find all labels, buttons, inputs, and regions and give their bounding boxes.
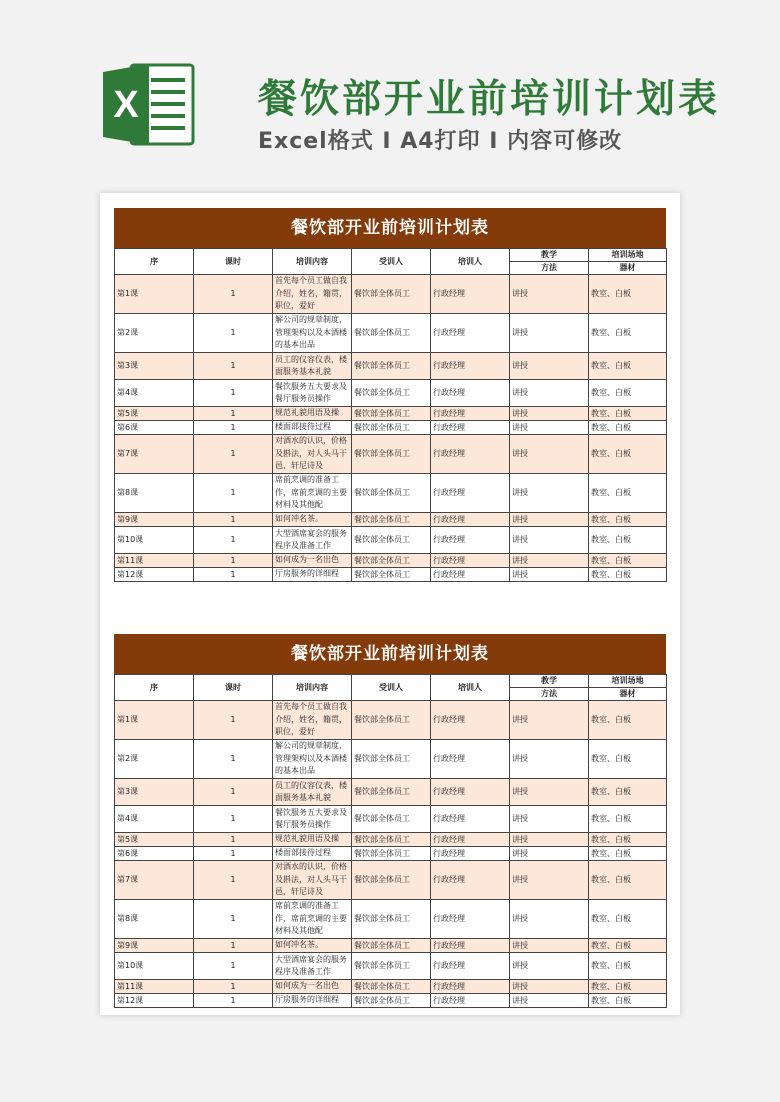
cell-trainee: 餐饮部全体员工 — [352, 980, 431, 994]
header-trainee: 受训人 — [352, 249, 431, 275]
cell-trainee: 餐饮部全体员工 — [352, 380, 431, 407]
header-seq: 序 — [115, 249, 194, 275]
cell-method: 讲授 — [510, 527, 589, 554]
cell-content: 楼面部接待过程 — [273, 421, 352, 435]
table-row — [115, 421, 667, 435]
cell-content: 员工的仪容仪表，楼面服务基本礼貌 — [273, 353, 352, 380]
cell-content: 如何冲名茶。 — [273, 513, 352, 527]
cell-method: 讲授 — [510, 953, 589, 980]
cell-method: 讲授 — [510, 833, 589, 847]
cell-method: 讲授 — [510, 275, 589, 314]
cell-hours: 1 — [194, 939, 273, 953]
cell-method: 讲授 — [510, 980, 589, 994]
cell-seq: 第2课 — [115, 740, 194, 779]
cell-seq: 第4课 — [115, 380, 194, 407]
cell-seq: 第12课 — [115, 568, 194, 582]
cell-method: 讲授 — [510, 421, 589, 435]
cell-seq: 第10课 — [115, 527, 194, 554]
cell-hours: 1 — [194, 833, 273, 847]
cell-content: 厅房服务的详细程 — [273, 994, 352, 1008]
cell-hours: 1 — [194, 435, 273, 474]
cell-trainer: 行政经理 — [431, 779, 510, 806]
cell-hours: 1 — [194, 900, 273, 939]
page-header — [0, 0, 780, 185]
cell-method: 讲授 — [510, 474, 589, 513]
excel-icon-letter: X — [113, 84, 139, 126]
cell-method: 讲授 — [510, 806, 589, 833]
cell-method: 讲授 — [510, 407, 589, 421]
cell-method: 讲授 — [510, 353, 589, 380]
table-row — [115, 847, 667, 861]
cell-method: 讲授 — [510, 779, 589, 806]
cell-venue: 教室、白板 — [589, 421, 667, 435]
cell-hours: 1 — [194, 953, 273, 980]
cell-trainee: 餐饮部全体员工 — [352, 314, 431, 353]
cell-content: 如何冲名茶。 — [273, 939, 352, 953]
cell-content: 规范礼貌用语及操 — [273, 833, 352, 847]
cell-trainer: 行政经理 — [431, 900, 510, 939]
cell-hours: 1 — [194, 421, 273, 435]
cell-trainer: 行政经理 — [431, 513, 510, 527]
cell-hours: 1 — [194, 407, 273, 421]
cell-content: 厅房服务的详细程 — [273, 568, 352, 582]
cell-content: 席前烹调的准备工作，席前烹调的主要材料及其他配 — [273, 474, 352, 513]
cell-venue: 教室、白板 — [589, 980, 667, 994]
cell-venue: 教室、白板 — [589, 474, 667, 513]
cell-trainee: 餐饮部全体员工 — [352, 527, 431, 554]
training-sheet-1 — [114, 208, 666, 582]
cell-trainee: 餐饮部全体员工 — [352, 740, 431, 779]
cell-content: 首先每个员工做自我介绍，姓名，籍贯，职位，爱好 — [273, 701, 352, 740]
cell-trainee: 餐饮部全体员工 — [352, 353, 431, 380]
cell-trainee: 餐饮部全体员工 — [352, 900, 431, 939]
cell-seq: 第7课 — [115, 435, 194, 474]
cell-hours: 1 — [194, 701, 273, 740]
header-trainee: 受训人 — [352, 675, 431, 701]
cell-content: 席前烹调的准备工作，席前烹调的主要材料及其他配 — [273, 900, 352, 939]
cell-trainee: 餐饮部全体员工 — [352, 806, 431, 833]
table-row — [115, 939, 667, 953]
cell-venue: 教室、白板 — [589, 275, 667, 314]
header-seq: 序 — [115, 675, 194, 701]
cell-trainer: 行政经理 — [431, 380, 510, 407]
cell-venue: 教室、白板 — [589, 353, 667, 380]
cell-hours: 1 — [194, 380, 273, 407]
cell-trainer: 行政经理 — [431, 568, 510, 582]
table-row — [115, 513, 667, 527]
cell-trainee: 餐饮部全体员工 — [352, 421, 431, 435]
cell-seq: 第7课 — [115, 861, 194, 900]
cell-trainer: 行政经理 — [431, 939, 510, 953]
cell-trainer: 行政经理 — [431, 554, 510, 568]
training-table — [114, 674, 667, 1008]
cell-seq: 第3课 — [115, 779, 194, 806]
cell-method: 讲授 — [510, 568, 589, 582]
header-hours: 课时 — [194, 675, 273, 701]
excel-icon — [101, 62, 196, 147]
cell-method: 讲授 — [510, 740, 589, 779]
table-row — [115, 527, 667, 554]
header-content: 培训内容 — [273, 249, 352, 275]
cell-content: 如何成为一名出色 — [273, 980, 352, 994]
cell-seq: 第8课 — [115, 474, 194, 513]
cell-venue: 教室、白板 — [589, 806, 667, 833]
cell-seq: 第9课 — [115, 939, 194, 953]
cell-content: 员工的仪容仪表，楼面服务基本礼貌 — [273, 779, 352, 806]
header-venue-top: 培训场地 — [589, 675, 667, 688]
cell-seq: 第5课 — [115, 407, 194, 421]
table-row — [115, 861, 667, 900]
cell-content: 餐饮服务五大要求及餐厅服务员操作 — [273, 380, 352, 407]
cell-trainer: 行政经理 — [431, 435, 510, 474]
cell-venue: 教室、白板 — [589, 900, 667, 939]
cell-seq: 第6课 — [115, 847, 194, 861]
cell-hours: 1 — [194, 740, 273, 779]
table-row — [115, 900, 667, 939]
cell-trainee: 餐饮部全体员工 — [352, 513, 431, 527]
cell-method: 讲授 — [510, 939, 589, 953]
cell-hours: 1 — [194, 275, 273, 314]
header-method-bottom: 方法 — [510, 262, 589, 275]
cell-hours: 1 — [194, 847, 273, 861]
header-venue-bottom: 器材 — [589, 688, 667, 701]
cell-content: 解公司的规章制度，管理架构以及本酒楼的基本出品 — [273, 314, 352, 353]
cell-venue: 教室、白板 — [589, 833, 667, 847]
cell-trainee: 餐饮部全体员工 — [352, 953, 431, 980]
table-row — [115, 568, 667, 582]
cell-content: 大型酒席宴会的服务程序及准备工作 — [273, 953, 352, 980]
cell-venue: 教室、白板 — [589, 953, 667, 980]
cell-venue: 教室、白板 — [589, 861, 667, 900]
cell-seq: 第3课 — [115, 353, 194, 380]
cell-method: 讲授 — [510, 900, 589, 939]
cell-venue: 教室、白板 — [589, 513, 667, 527]
cell-method: 讲授 — [510, 554, 589, 568]
header-trainer: 培训人 — [431, 249, 510, 275]
cell-trainer: 行政经理 — [431, 806, 510, 833]
cell-method: 讲授 — [510, 513, 589, 527]
table-row — [115, 380, 667, 407]
header-content: 培训内容 — [273, 675, 352, 701]
cell-hours: 1 — [194, 353, 273, 380]
cell-method: 讲授 — [510, 847, 589, 861]
cell-method: 讲授 — [510, 380, 589, 407]
table-row — [115, 554, 667, 568]
cell-hours: 1 — [194, 513, 273, 527]
header-venue-bottom: 器材 — [589, 262, 667, 275]
cell-hours: 1 — [194, 779, 273, 806]
cell-hours: 1 — [194, 314, 273, 353]
sheet-title: 餐饮部开业前培训计划表 — [114, 208, 666, 248]
cell-venue: 教室、白板 — [589, 380, 667, 407]
table-row — [115, 806, 667, 833]
cell-hours: 1 — [194, 474, 273, 513]
cell-trainee: 餐饮部全体员工 — [352, 474, 431, 513]
cell-venue: 教室、白板 — [589, 407, 667, 421]
cell-trainer: 行政经理 — [431, 275, 510, 314]
cell-trainee: 餐饮部全体员工 — [352, 847, 431, 861]
cell-hours: 1 — [194, 554, 273, 568]
cell-trainee: 餐饮部全体员工 — [352, 275, 431, 314]
page-title: 餐饮部开业前培训计划表 — [258, 77, 721, 122]
cell-trainer: 行政经理 — [431, 353, 510, 380]
cell-trainer: 行政经理 — [431, 314, 510, 353]
cell-trainer: 行政经理 — [431, 474, 510, 513]
cell-content: 大型酒席宴会的服务程序及准备工作 — [273, 527, 352, 554]
cell-venue: 教室、白板 — [589, 527, 667, 554]
cell-venue: 教室、白板 — [589, 314, 667, 353]
table-row — [115, 353, 667, 380]
cell-content: 首先每个员工做自我介绍，姓名，籍贯，职位，爱好 — [273, 275, 352, 314]
cell-venue: 教室、白板 — [589, 779, 667, 806]
sheet-title: 餐饮部开业前培训计划表 — [114, 634, 666, 674]
cell-content: 楼面部接待过程 — [273, 847, 352, 861]
cell-seq: 第10课 — [115, 953, 194, 980]
cell-trainee: 餐饮部全体员工 — [352, 939, 431, 953]
document-page — [100, 193, 680, 1015]
header-trainer: 培训人 — [431, 675, 510, 701]
cell-hours: 1 — [194, 861, 273, 900]
cell-venue: 教室、白板 — [589, 939, 667, 953]
cell-venue: 教室、白板 — [589, 994, 667, 1008]
cell-trainer: 行政经理 — [431, 421, 510, 435]
header-hours: 课时 — [194, 249, 273, 275]
header-method-top: 教学 — [510, 675, 589, 688]
cell-seq: 第2课 — [115, 314, 194, 353]
cell-content: 如何成为一名出色 — [273, 554, 352, 568]
cell-trainer: 行政经理 — [431, 740, 510, 779]
cell-content: 对酒水的认识，价格及斟法，对人头马干邑，轩尼诗及 — [273, 435, 352, 474]
cell-trainer: 行政经理 — [431, 861, 510, 900]
cell-trainer: 行政经理 — [431, 407, 510, 421]
header-method-bottom: 方法 — [510, 688, 589, 701]
cell-seq: 第8课 — [115, 900, 194, 939]
table-row — [115, 435, 667, 474]
cell-trainee: 餐饮部全体员工 — [352, 407, 431, 421]
cell-trainee: 餐饮部全体员工 — [352, 779, 431, 806]
table-row — [115, 275, 667, 314]
cell-trainee: 餐饮部全体员工 — [352, 833, 431, 847]
header-method-top: 教学 — [510, 249, 589, 262]
cell-method: 讲授 — [510, 861, 589, 900]
cell-method: 讲授 — [510, 314, 589, 353]
cell-venue: 教室、白板 — [589, 701, 667, 740]
cell-trainee: 餐饮部全体员工 — [352, 701, 431, 740]
cell-seq: 第5课 — [115, 833, 194, 847]
cell-method: 讲授 — [510, 701, 589, 740]
cell-trainer: 行政经理 — [431, 527, 510, 554]
cell-seq: 第6课 — [115, 421, 194, 435]
training-table — [114, 248, 667, 582]
cell-seq: 第1课 — [115, 701, 194, 740]
cell-venue: 教室、白板 — [589, 554, 667, 568]
cell-trainer: 行政经理 — [431, 953, 510, 980]
cell-seq: 第4课 — [115, 806, 194, 833]
table-row — [115, 994, 667, 1008]
table-row — [115, 980, 667, 994]
cell-venue: 教室、白板 — [589, 847, 667, 861]
table-row — [115, 779, 667, 806]
cell-hours: 1 — [194, 994, 273, 1008]
cell-hours: 1 — [194, 980, 273, 994]
cell-trainee: 餐饮部全体员工 — [352, 861, 431, 900]
cell-venue: 教室、白板 — [589, 568, 667, 582]
cell-trainee: 餐饮部全体员工 — [352, 568, 431, 582]
cell-hours: 1 — [194, 527, 273, 554]
cell-content: 解公司的规章制度，管理架构以及本酒楼的基本出品 — [273, 740, 352, 779]
cell-seq: 第1课 — [115, 275, 194, 314]
header-venue-top: 培训场地 — [589, 249, 667, 262]
cell-venue: 教室、白板 — [589, 740, 667, 779]
cell-seq: 第9课 — [115, 513, 194, 527]
cell-trainee: 餐饮部全体员工 — [352, 994, 431, 1008]
cell-content: 餐饮服务五大要求及餐厅服务员操作 — [273, 806, 352, 833]
table-row — [115, 701, 667, 740]
cell-venue: 教室、白板 — [589, 435, 667, 474]
table-row — [115, 407, 667, 421]
table-row — [115, 474, 667, 513]
cell-trainer: 行政经理 — [431, 833, 510, 847]
cell-trainer: 行政经理 — [431, 701, 510, 740]
table-row — [115, 953, 667, 980]
table-row — [115, 740, 667, 779]
cell-method: 讲授 — [510, 435, 589, 474]
cell-trainee: 餐饮部全体员工 — [352, 435, 431, 474]
cell-trainer: 行政经理 — [431, 980, 510, 994]
cell-content: 规范礼貌用语及操 — [273, 407, 352, 421]
page-subtitle: Excel格式 Ⅰ A4打印 Ⅰ 内容可修改 — [258, 129, 623, 154]
cell-seq: 第12课 — [115, 994, 194, 1008]
cell-method: 讲授 — [510, 994, 589, 1008]
cell-content: 对酒水的认识，价格及斟法，对人头马干邑，轩尼诗及 — [273, 861, 352, 900]
cell-trainer: 行政经理 — [431, 994, 510, 1008]
cell-seq: 第11课 — [115, 554, 194, 568]
table-row — [115, 314, 667, 353]
table-row — [115, 833, 667, 847]
cell-hours: 1 — [194, 568, 273, 582]
cell-seq: 第11课 — [115, 980, 194, 994]
cell-trainer: 行政经理 — [431, 847, 510, 861]
training-sheet-2 — [114, 634, 666, 1008]
cell-hours: 1 — [194, 806, 273, 833]
cell-trainee: 餐饮部全体员工 — [352, 554, 431, 568]
